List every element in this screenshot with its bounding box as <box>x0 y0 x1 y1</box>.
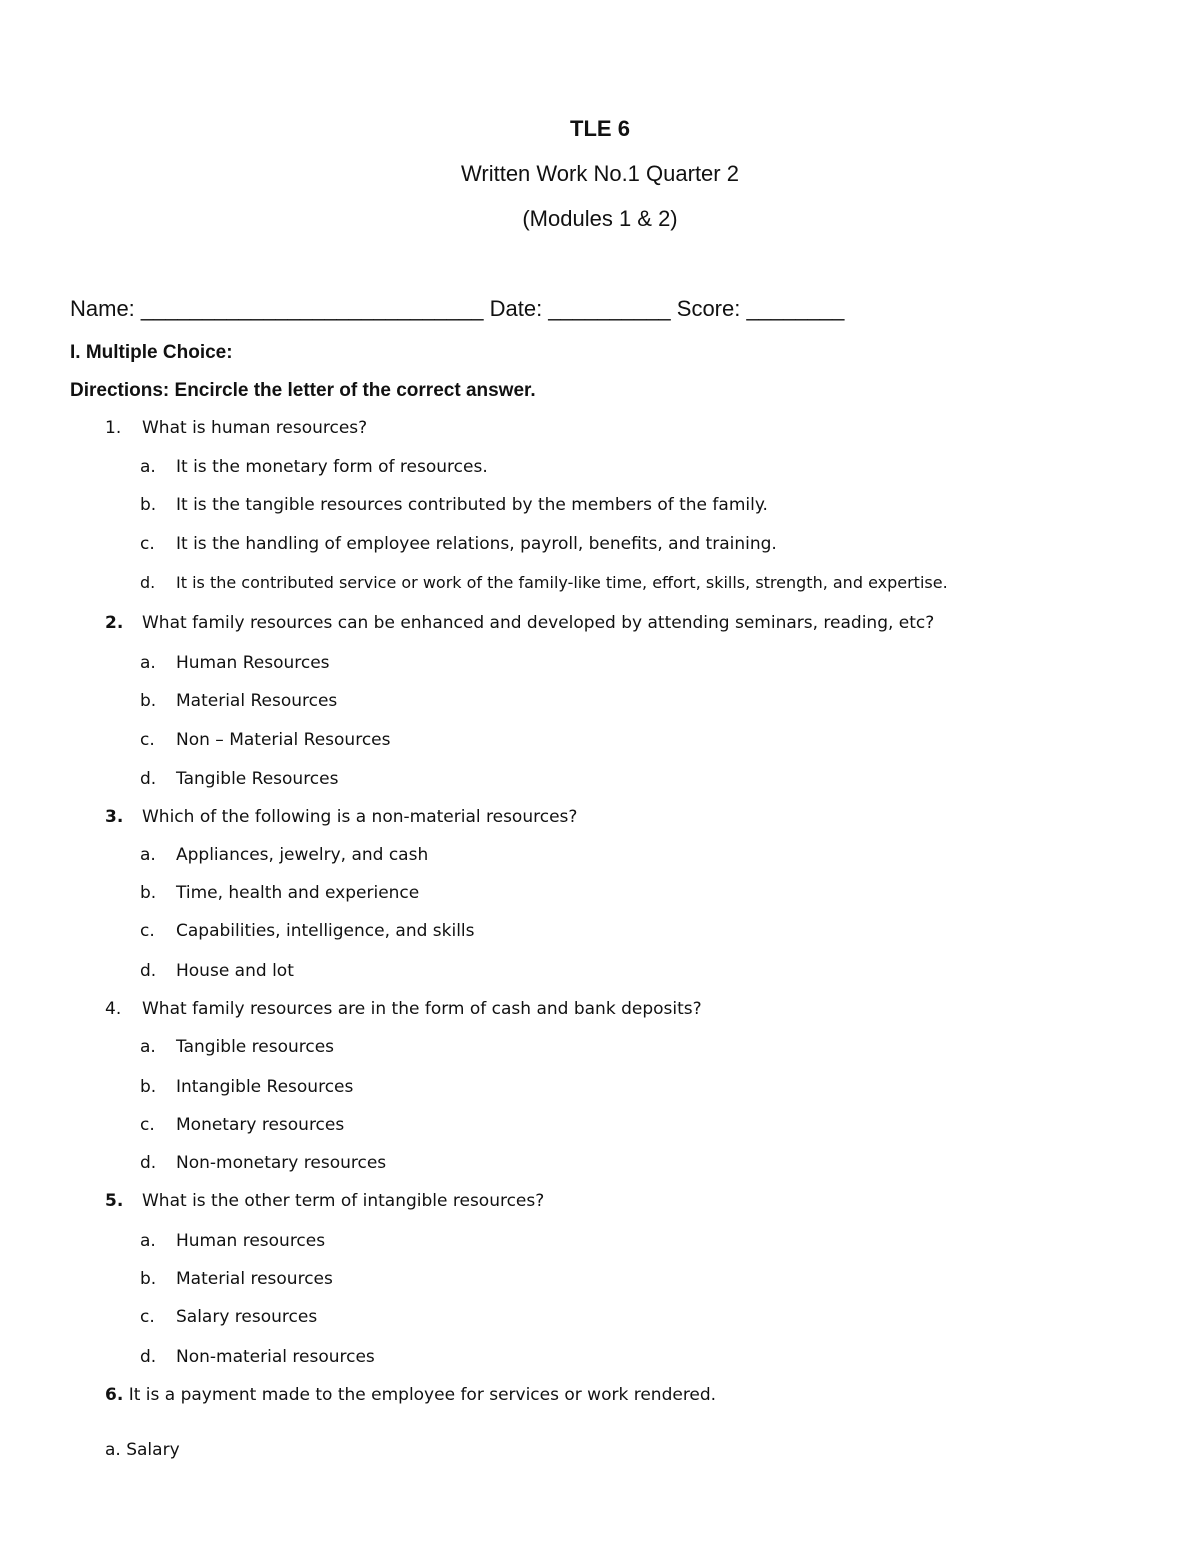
question-number: 5. <box>105 1191 124 1211</box>
option-letter: a. <box>140 845 156 865</box>
option-4b <box>140 1077 353 1097</box>
option-letter: a. <box>140 653 156 673</box>
option-letter: c. <box>140 921 155 941</box>
option-letter: c. <box>140 1307 155 1327</box>
option-2d <box>140 769 338 789</box>
option-letter: a. <box>140 1037 156 1057</box>
document-title: TLE 6 <box>570 116 630 141</box>
option-text: Material resources <box>176 1269 333 1289</box>
option-text: Tangible resources <box>176 1037 335 1057</box>
question-number: 2. <box>105 613 124 633</box>
option-2a <box>140 653 330 673</box>
option-text: Tangible Resources <box>176 769 339 789</box>
option-letter: c. <box>140 1115 155 1135</box>
option-text: Non – Material Resources <box>176 730 391 750</box>
option-letter: d. <box>140 1347 157 1367</box>
option-5a <box>140 1231 325 1251</box>
option-letter: c. <box>140 730 155 750</box>
question-1 <box>105 418 367 438</box>
option-text: Salary resources <box>176 1307 318 1327</box>
option-3b <box>140 883 419 903</box>
option-text: It is the handling of employee relations, payroll, benefits, and training. <box>176 534 777 554</box>
option-text: Material Resources <box>176 691 338 711</box>
question-text: Which of the following is a non-material resources? <box>142 807 578 827</box>
question-6 <box>105 1385 716 1405</box>
option-letter: d. <box>140 1153 157 1173</box>
question-text: What family resources are in the form of cash and bank deposits? <box>142 999 702 1019</box>
question-text: What is human resources? <box>142 418 368 438</box>
option-letter: b. <box>140 1077 157 1097</box>
option-1b <box>140 495 768 515</box>
question-text: What family resources can be enhanced and developed by attending seminars, reading, etc? <box>142 613 935 633</box>
option-text: Appliances, jewelry, and cash <box>176 845 429 865</box>
option-text: House and lot <box>176 961 294 981</box>
option-3c <box>140 921 475 941</box>
document-modules: (Modules 1 & 2) <box>522 206 678 231</box>
option-letter: a. <box>140 1231 156 1251</box>
option-3d <box>140 961 294 981</box>
section-heading: I. Multiple Choice: <box>70 342 233 363</box>
name-date-score-line: Name: ____________________________ Date: __________ Score: ________ <box>70 296 845 321</box>
question-4 <box>105 999 702 1019</box>
option-2b <box>140 691 337 711</box>
option-1a <box>140 457 488 477</box>
option-4d <box>140 1153 386 1173</box>
option-text: Non-material resources <box>176 1347 375 1367</box>
directions: Directions: Encircle the letter of the correct answer. <box>70 380 536 401</box>
question-number: 1. <box>105 418 122 438</box>
option-letter: d. <box>140 769 157 789</box>
document-subtitle: Written Work No.1 Quarter 2 <box>461 161 739 186</box>
option-4a <box>140 1037 334 1057</box>
option-3a <box>140 845 428 865</box>
option-5b <box>140 1269 333 1289</box>
option-text: Monetary resources <box>176 1115 345 1135</box>
option-1c <box>140 534 777 554</box>
option-letter: c. <box>140 534 155 554</box>
option-letter: b. <box>140 1269 157 1289</box>
question-5 <box>105 1191 544 1211</box>
option-5c <box>140 1307 317 1327</box>
question-2 <box>105 613 934 633</box>
question-number: 3. <box>105 807 124 827</box>
option-5d <box>140 1347 375 1367</box>
option-text: Non-monetary resources <box>176 1153 387 1173</box>
option-letter: a. <box>140 457 156 477</box>
option-text: Time, health and experience <box>176 883 420 903</box>
question-number: 4. <box>105 999 122 1019</box>
option-letter: d. <box>140 573 156 592</box>
question-number: 6. <box>105 1385 124 1405</box>
option-1d <box>140 573 948 592</box>
option-text: Human Resources <box>176 653 330 673</box>
option-text: Human resources <box>176 1231 326 1251</box>
option-text: Capabilities, intelligence, and skills <box>176 921 475 941</box>
option-text: It is the tangible resources contributed by the members of the family. <box>176 495 768 515</box>
option-letter: b. <box>140 495 157 515</box>
option-text: It is the contributed service or work of the family-like time, effort, skills, strength, and expertise. <box>176 573 948 592</box>
question-3 <box>105 807 577 827</box>
question-text: What is the other term of intangible resources? <box>142 1191 545 1211</box>
option-letter: b. <box>140 691 157 711</box>
option-text: Intangible Resources <box>176 1077 354 1097</box>
option-text: It is the monetary form of resources. <box>176 457 488 477</box>
option-4c <box>140 1115 344 1135</box>
option-letter: b. <box>140 883 157 903</box>
question-text: It is a payment made to the employee for services or work rendered. <box>128 1385 717 1405</box>
option-letter: d. <box>140 961 157 981</box>
option-6a: a. Salary <box>105 1440 180 1460</box>
option-2c <box>140 730 390 750</box>
